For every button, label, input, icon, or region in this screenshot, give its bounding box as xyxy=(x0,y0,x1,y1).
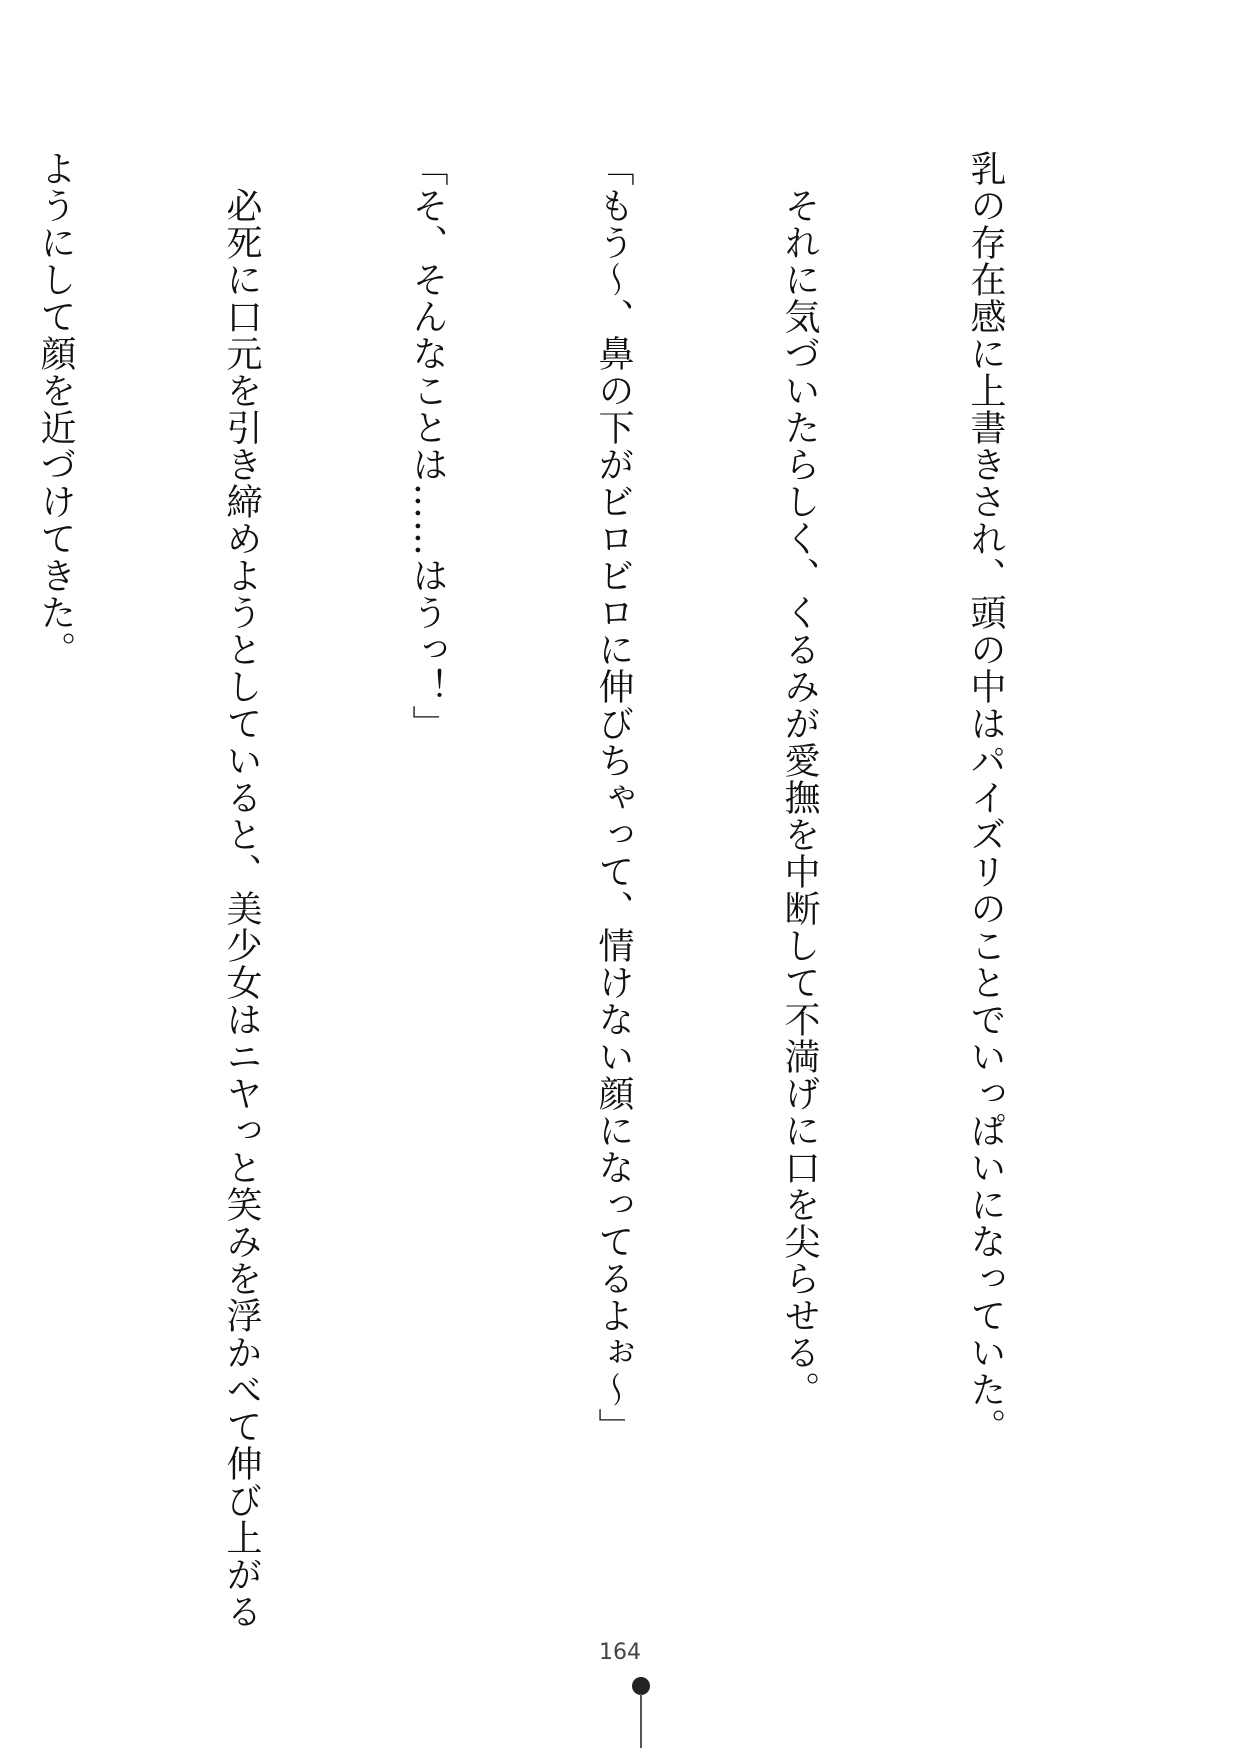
text-line-4: 「そ、そんなことは……はうっ！」 xyxy=(407,150,448,742)
novel-text-block xyxy=(35,150,1140,1630)
text-line-6: ようにして顔を近づけてきた。 xyxy=(35,150,76,668)
text-line-5: 必死に口元を引き締めようとしていると、美少女はニヤっと笑みを浮かべて伸び上がる xyxy=(221,150,262,1630)
text-line-1: 乳の存在感に上書きされ、頭の中はパイズリのことでいっぱいになっていた。 xyxy=(965,150,1006,1445)
footer-line-ornament xyxy=(640,1694,642,1748)
text-line-3: 「もう～、鼻の下がビロビロに伸びちゃって、情けない顔になってるよぉ～」 xyxy=(593,150,634,1445)
page-number: 164 xyxy=(599,1640,641,1665)
text-line-2: それに気づいたらしく、くるみが愛撫を中断して不満げに口を尖らせる。 xyxy=(779,150,820,1408)
footer-dot-ornament xyxy=(632,1677,650,1695)
